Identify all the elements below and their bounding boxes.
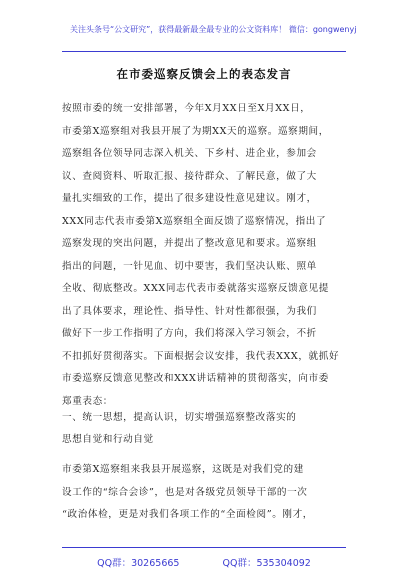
footer-contacts — [0, 555, 408, 569]
text-line: 市委巡察反馈意见整改和XXX讲话精神的贯彻落实，向市委 — [62, 373, 329, 384]
document-title: 在市委巡察反馈会上的表态发言 — [116, 67, 292, 81]
text-line: 郑重表态： — [62, 395, 113, 407]
footer-qq-group-1: QQ群：30265665 — [97, 558, 180, 569]
text-line: 议、查阅资料、听取汇报、接待群众、了解民意，做了大 — [62, 170, 317, 182]
text-line: 不扣抓好贯彻落实。下面根据会议安排，我代表XXX，就抓好 — [62, 350, 340, 362]
text-line: 指出的问题，一针见血、切中要害，我们坚决认账、照单 — [62, 260, 317, 272]
text-line: 市委第X巡察组来我县开展巡察，这既是对我们党的建 — [62, 464, 304, 475]
section-heading-1 — [62, 407, 362, 451]
text-line: 巡察组各位领导同志深入机关、下乡村、进企业，参加会 — [62, 148, 317, 159]
header-promo-text: 关注头条号“公文研究”，获得最新最全最专业的公文资料库！ 微信：gongwenyj — [70, 25, 357, 34]
footer-divider — [62, 547, 346, 548]
text-line: 全收、彻底整改。XXX同志代表市委就落实巡察反馈意见提 — [62, 283, 329, 294]
text-line: 市委第X巡察组对我县开展了为期XX天的巡察。巡察期间， — [62, 125, 329, 137]
text-line: 出了具体要求，理论性、指导性、针对性都很强，为我们 — [62, 305, 317, 317]
footer-qq-group-2: QQ群：535304092 — [222, 558, 311, 569]
text-line: 做好下一步工作指明了方向，我们将深入学习领会，不折 — [62, 328, 317, 339]
text-line: 按照市委的统一安排部署，今年X月XX日至X月XX日， — [62, 103, 311, 114]
section-heading-line: 思想自觉和行动自觉 — [62, 434, 154, 445]
text-line: “政治体检，更是对我们各项工作的“全面检阅”。刚才， — [62, 509, 313, 520]
text-line: 量扎实细致的工作，提出了很多建设性意见建议。刚才， — [62, 193, 317, 204]
paragraph-section-1 — [62, 459, 362, 527]
section-heading-line: 一、统一思想，提高认识，切实增强巡察整改落实的 — [62, 412, 297, 423]
header-divider — [62, 51, 346, 52]
page-footer — [0, 545, 408, 580]
paragraph-intro — [62, 98, 362, 413]
text-line: 巡察发现的突出问题，并提出了整改意见和要求。巡察组 — [62, 238, 317, 249]
page-header — [0, 0, 408, 58]
text-line: XXX同志代表市委第X巡察组全面反馈了巡察情况，指出了 — [62, 215, 327, 227]
text-line: 设工作的“综合会诊”，也是对各级党员领导干部的一次 — [62, 486, 308, 498]
